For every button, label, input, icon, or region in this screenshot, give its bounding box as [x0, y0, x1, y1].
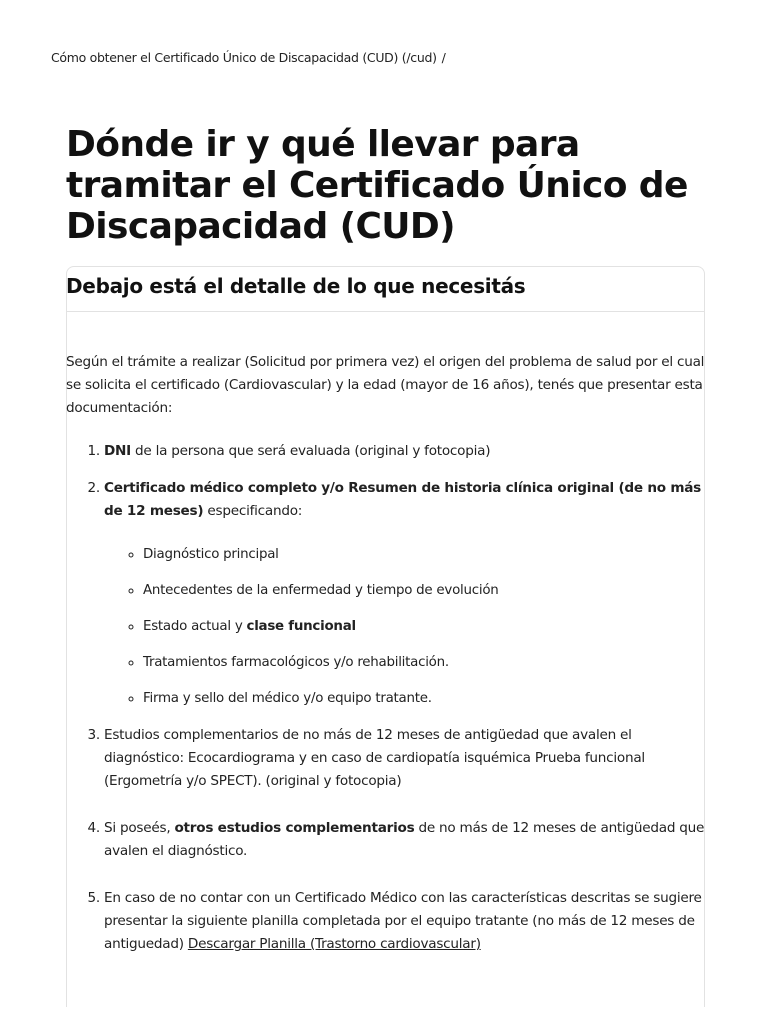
list-item-estudios [104, 724, 706, 793]
list-item-planilla [104, 887, 706, 956]
requirements-card [66, 266, 705, 1007]
sub-item-estado-actual [143, 615, 706, 638]
sub-item-text: Antecedentes de la enfermedad y tiempo de evolución [143, 583, 499, 598]
sub-item-tratamientos [143, 651, 706, 674]
item-prefix: Si poseés, [104, 820, 175, 836]
list-item-dni [104, 440, 706, 463]
item-text: Estudios complementarios de no más de 12 meses de antigüedad que avalen el diagnóstico: Ecocardiograma y en caso de cardiopatía isquémica Prueba funcional (Ergometría y/o SPECT). (original y fotocopia) [104, 727, 645, 789]
item-bold: DNI [104, 443, 131, 459]
list-item-otros-estudios [104, 817, 706, 863]
sub-item-text: Firma y sello del médico y/o equipo tratante. [143, 691, 432, 706]
card-body [66, 351, 706, 970]
item-bold: otros estudios complementarios [174, 820, 415, 836]
item-text: especificando: [203, 503, 303, 519]
item-bold: Certificado médico completo y/o Resumen de historia clínica original (de no más de 12 meses) [104, 480, 702, 519]
list-item-certificado-medico [104, 477, 706, 710]
certificado-details-list [104, 543, 706, 710]
sub-item-text: Estado actual y [143, 619, 247, 634]
item-text: En caso de no contar con un Certificado Médico con las características descritas se sugiere presentar la siguiente planilla completada por el equipo tratante (no más de 12 meses de antiguedad) [104, 890, 702, 952]
breadcrumb-separator: / [441, 50, 446, 65]
download-planilla-link[interactable]: Descargar Planilla (Trastorno cardiovascular) [187, 936, 481, 952]
item-text: de no más de 12 meses de antigüedad que avalen el diagnóstico. [104, 820, 705, 859]
sub-item-text: Diagnóstico principal [143, 547, 279, 562]
page-title: Dónde ir y qué llevar para tramitar el Certificado Único de Discapacidad (CUD) [66, 124, 688, 247]
breadcrumb-link-cud[interactable]: Cómo obtener el Certificado Único de Discapacidad (CUD) (/cud) [51, 50, 437, 65]
intro-paragraph: Según el trámite a realizar (Solicitud por primera vez) el origen del problema de salud por el cual se solicita el certificado (Cardiovascular) y la edad (mayor de 16 años), tenés que presentar esta documentación: [66, 354, 705, 416]
sub-item-firma [143, 687, 706, 710]
sub-item-antecedentes [143, 579, 706, 602]
sub-item-diagnostico [143, 543, 706, 566]
card-header [67, 267, 704, 312]
sub-item-text: Tratamientos farmacológicos y/o rehabilitación. [143, 655, 449, 670]
sub-item-bold: clase funcional [246, 619, 356, 634]
card-title: Debajo está el detalle de lo que necesitás [66, 274, 526, 298]
item-text: de la persona que será evaluada (original y fotocopia) [130, 443, 491, 459]
breadcrumb [51, 50, 446, 65]
documents-list [66, 440, 706, 956]
